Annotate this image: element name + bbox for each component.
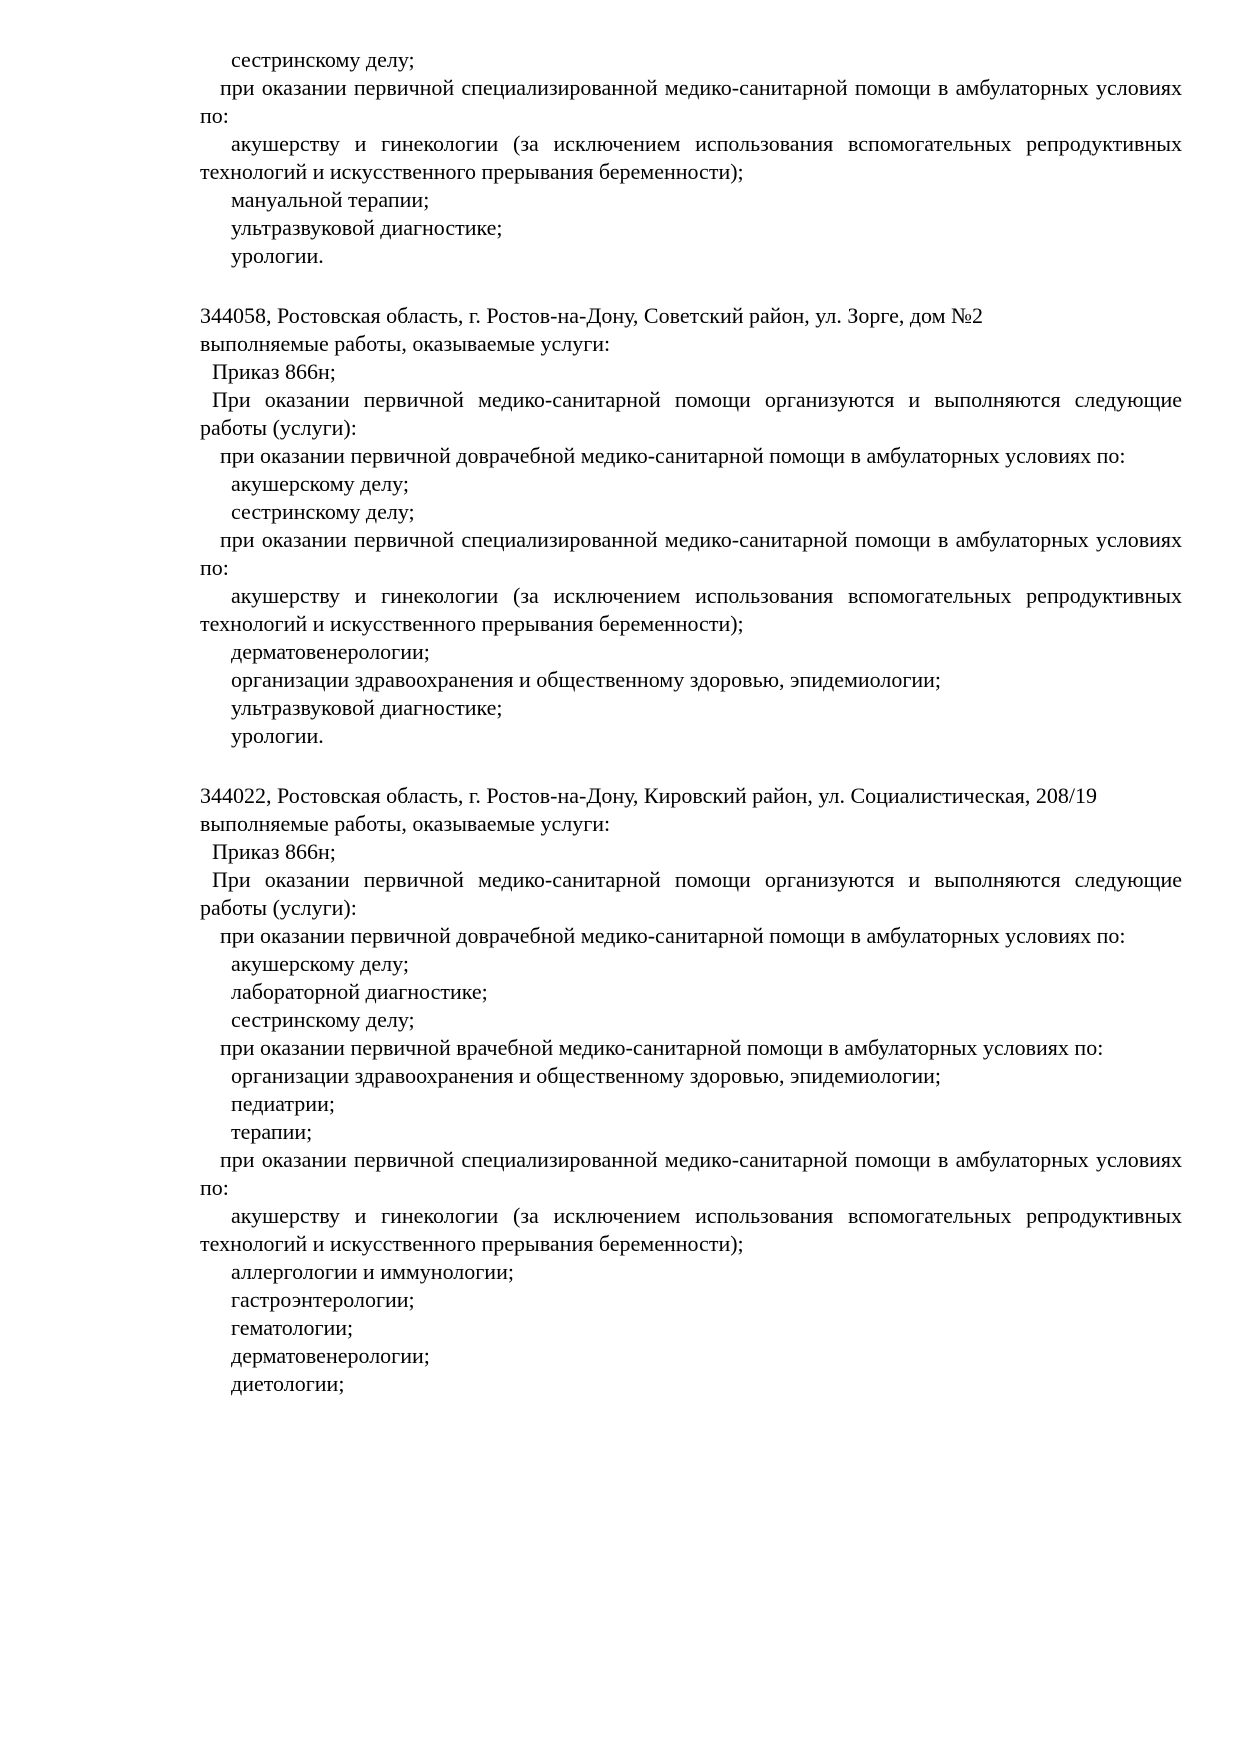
service-item: диетологии; <box>231 1371 345 1396</box>
section-site-344022 <box>200 782 1182 1398</box>
service-item: акушерству и гинекологии (за исключением использования вспомогательных репродуктивных технологий и искусственного прерывания беременности); <box>200 583 1182 636</box>
service-item: урологии. <box>231 243 324 268</box>
service-category: при оказании первичной специализированной медико-санитарной помощи в амбулаторных условиях по: <box>200 527 1182 580</box>
section-site-344058 <box>200 302 1182 750</box>
service-item: сестринскому делу; <box>231 47 415 72</box>
service-item: дерматовенерологии; <box>231 639 430 664</box>
service-item: ультразвуковой диагностике; <box>231 215 503 240</box>
address-line: 344058, Ростовская область, г. Ростов-на-Дону, Советский район, ул. Зорге, дом №2 <box>200 303 984 328</box>
intro-paragraph: При оказании первичной медико-санитарной помощи организуются и выполняются следующие работы (услуги): <box>200 867 1182 920</box>
service-item: акушерству и гинекологии (за исключением использования вспомогательных репродуктивных технологий и искусственного прерывания беременности); <box>200 131 1182 184</box>
service-item: организации здравоохранения и общественному здоровью, эпидемиологии; <box>231 1063 942 1088</box>
service-category: при оказании первичной доврачебной медико-санитарной помощи в амбулаторных условиях по: <box>220 923 1126 948</box>
service-category: при оказании первичной врачебной медико-санитарной помощи в амбулаторных условиях по: <box>220 1035 1104 1060</box>
service-item: акушерскому делу; <box>231 951 409 976</box>
service-item: гастроэнтерологии; <box>231 1287 415 1312</box>
works-services-label: выполняемые работы, оказываемые услуги: <box>200 811 611 836</box>
service-item: ультразвуковой диагностике; <box>231 695 503 720</box>
order-reference: Приказ 866н; <box>212 839 336 864</box>
address-line: 344022, Ростовская область, г. Ростов-на-Дону, Кировский район, ул. Социалистическая, 208/19 <box>200 783 1098 808</box>
service-item: мануальной терапии; <box>231 187 430 212</box>
service-item: организации здравоохранения и общественному здоровью, эпидемиологии; <box>231 667 942 692</box>
works-services-label: выполняемые работы, оказываемые услуги: <box>200 331 611 356</box>
service-item: аллергологии и иммунологии; <box>231 1259 514 1284</box>
service-item: акушерству и гинекологии (за исключением использования вспомогательных репродуктивных технологий и искусственного прерывания беременности); <box>200 1203 1182 1256</box>
service-item: акушерскому делу; <box>231 471 409 496</box>
service-category: при оказании первичной доврачебной медико-санитарной помощи в амбулаторных условиях по: <box>220 443 1126 468</box>
service-item: лабораторной диагностике; <box>231 979 488 1004</box>
intro-paragraph: При оказании первичной медико-санитарной помощи организуются и выполняются следующие работы (услуги): <box>200 387 1182 440</box>
order-reference: Приказ 866н; <box>212 359 336 384</box>
service-item: терапии; <box>231 1119 313 1144</box>
service-item: сестринскому делу; <box>231 1007 415 1032</box>
section-services-continuation <box>200 46 1182 270</box>
service-category: при оказании первичной специализированной медико-санитарной помощи в амбулаторных условиях по: <box>200 75 1182 128</box>
service-item: дерматовенерологии; <box>231 1343 430 1368</box>
service-category: при оказании первичной специализированной медико-санитарной помощи в амбулаторных условиях по: <box>200 1147 1182 1200</box>
service-item: сестринскому делу; <box>231 499 415 524</box>
service-item: педиатрии; <box>231 1091 335 1116</box>
service-item: гематологии; <box>231 1315 354 1340</box>
service-item: урологии. <box>231 723 324 748</box>
